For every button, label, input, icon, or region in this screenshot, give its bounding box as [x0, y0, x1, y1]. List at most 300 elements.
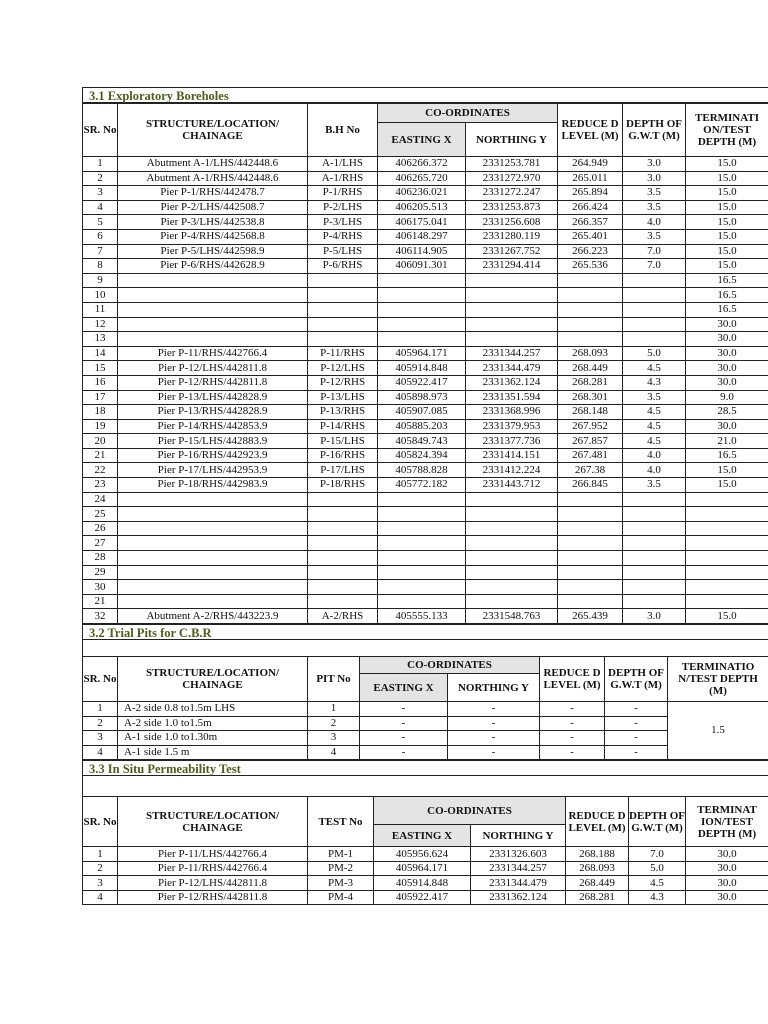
- table-cell: 30: [83, 580, 118, 595]
- table-cell: [378, 594, 466, 609]
- table-row: [83, 390, 768, 405]
- table-cell: 30.0: [686, 317, 768, 332]
- table-cell: 2331379.953: [466, 419, 558, 434]
- table-cell: 15.0: [686, 200, 768, 215]
- table-cell: -: [605, 702, 668, 717]
- table-cell: [558, 507, 623, 522]
- permeability-body: [83, 847, 768, 905]
- table-row: [83, 565, 768, 580]
- table-row: [83, 448, 768, 463]
- table-cell: 14: [83, 346, 118, 361]
- table-cell: [623, 273, 686, 288]
- table-cell: [378, 273, 466, 288]
- table-cell: -: [540, 731, 605, 746]
- table-cell: [686, 551, 768, 566]
- table-cell: 21: [83, 448, 118, 463]
- header-reduced-level: REDUCE D LEVEL (M): [566, 797, 629, 847]
- table-cell: 2: [83, 861, 118, 876]
- table-cell: 5.0: [629, 861, 686, 876]
- table-cell: 1: [83, 847, 118, 862]
- table-cell: 30.0: [686, 375, 768, 390]
- table-cell: [686, 521, 768, 536]
- table-cell: 3.0: [623, 171, 686, 186]
- table-cell: [466, 288, 558, 303]
- table-cell: P-3/LHS: [308, 215, 378, 230]
- table-cell: 3.5: [623, 229, 686, 244]
- table-cell: 2331344.257: [471, 861, 566, 876]
- table-cell: [118, 332, 308, 347]
- table-cell: 2331362.124: [466, 375, 558, 390]
- table-cell: [378, 580, 466, 595]
- table-cell: 8: [83, 259, 118, 274]
- table-row: [83, 215, 768, 230]
- table-row: [83, 492, 768, 507]
- table-cell: 405849.743: [378, 434, 466, 449]
- table-cell: -: [360, 731, 448, 746]
- table-cell: 15.0: [686, 463, 768, 478]
- table-cell: 2331344.479: [466, 361, 558, 376]
- table-cell: 2331548.763: [466, 609, 558, 624]
- table-cell: [558, 536, 623, 551]
- table-cell: 266.845: [558, 478, 623, 493]
- header-easting: EASTING X: [374, 825, 471, 847]
- table-cell: A-2/RHS: [308, 609, 378, 624]
- table-cell: Abutment A-1/RHS/442448.6: [118, 171, 308, 186]
- report-sheet: [82, 87, 768, 905]
- table-row: [83, 716, 768, 731]
- table-cell: 30.0: [686, 346, 768, 361]
- table-cell: -: [360, 745, 448, 760]
- table-cell: Abutment A-1/LHS/442448.6: [118, 157, 308, 172]
- table-cell: [558, 302, 623, 317]
- table-cell: 406148.297: [378, 229, 466, 244]
- table-cell: 7.0: [623, 259, 686, 274]
- header-structure: STRUCTURE/LOCATION/ CHAINAGE: [118, 104, 308, 157]
- table-cell: Pier P-13/LHS/442828.9: [118, 390, 308, 405]
- table-cell: P-17/LHS: [308, 463, 378, 478]
- table-cell: [623, 551, 686, 566]
- table-cell: 30.0: [686, 890, 768, 905]
- table-cell: [118, 521, 308, 536]
- table-cell: 267.481: [558, 448, 623, 463]
- table-cell: 15.0: [686, 244, 768, 259]
- trial-pits-table: [82, 656, 768, 760]
- table-cell: 6: [83, 229, 118, 244]
- table-cell: 3: [83, 186, 118, 201]
- table-cell: [118, 492, 308, 507]
- table-cell: 268.281: [566, 890, 629, 905]
- table-cell: [623, 536, 686, 551]
- table-row: [83, 861, 768, 876]
- header-structure: STRUCTURE/LOCATION/ CHAINAGE: [118, 657, 308, 702]
- table-cell: P-4/RHS: [308, 229, 378, 244]
- table-cell: P-1/RHS: [308, 186, 378, 201]
- table-cell: 267.857: [558, 434, 623, 449]
- table-cell: [466, 565, 558, 580]
- table-cell: 21.0: [686, 434, 768, 449]
- table-cell: [378, 507, 466, 522]
- table-cell: Pier P-4/RHS/442568.8: [118, 229, 308, 244]
- table-cell: Pier P-14/RHS/442853.9: [118, 419, 308, 434]
- table-cell: 2: [83, 716, 118, 731]
- table-row: [83, 731, 768, 746]
- table-cell: Abutment A-2/RHS/443223.9: [118, 609, 308, 624]
- table-cell: [558, 317, 623, 332]
- table-cell: -: [605, 731, 668, 746]
- table-cell: [558, 551, 623, 566]
- table-cell: 2331267.752: [466, 244, 558, 259]
- header-northing: NORTHING Y: [471, 825, 566, 847]
- table-cell: [466, 332, 558, 347]
- table-cell: A-2 side 1.0 to1.5m: [118, 716, 308, 731]
- table-cell: P-16/RHS: [308, 448, 378, 463]
- table-cell: 405956.624: [374, 847, 471, 862]
- table-cell: [686, 594, 768, 609]
- table-cell: Pier P-11/RHS/442766.4: [118, 861, 308, 876]
- table-cell: -: [540, 745, 605, 760]
- table-cell: 268.093: [566, 861, 629, 876]
- table-row: [83, 171, 768, 186]
- table-cell: -: [540, 702, 605, 717]
- table-row: [83, 346, 768, 361]
- table-cell: [308, 302, 378, 317]
- table-cell: 7.0: [623, 244, 686, 259]
- termination-depth-merged-cell: 1.5: [668, 702, 768, 760]
- table-cell: -: [448, 716, 540, 731]
- table-cell: 15.0: [686, 478, 768, 493]
- table-cell: [118, 565, 308, 580]
- table-cell: 4: [83, 745, 118, 760]
- table-cell: 267.38: [558, 463, 623, 478]
- table-row: [83, 288, 768, 303]
- table-cell: 2331362.124: [471, 890, 566, 905]
- table-cell: 22: [83, 463, 118, 478]
- table-cell: Pier P-12/LHS/442811.8: [118, 361, 308, 376]
- table-cell: Pier P-18/RHS/442983.9: [118, 478, 308, 493]
- table-cell: 29: [83, 565, 118, 580]
- table-cell: Pier P-12/LHS/442811.8: [118, 876, 308, 891]
- table-row: [83, 890, 768, 905]
- table-cell: [466, 273, 558, 288]
- spacer: [82, 776, 768, 796]
- table-cell: 15.0: [686, 157, 768, 172]
- table-cell: 18: [83, 405, 118, 420]
- table-cell: [378, 536, 466, 551]
- table-cell: [308, 521, 378, 536]
- section-title-boreholes: 3.1 Exploratory Boreholes: [82, 87, 768, 103]
- table-cell: [118, 580, 308, 595]
- table-cell: P-12/RHS: [308, 375, 378, 390]
- table-cell: P-13/RHS: [308, 405, 378, 420]
- table-cell: 4: [308, 745, 360, 760]
- table-cell: [558, 492, 623, 507]
- table-row: [83, 507, 768, 522]
- table-cell: [466, 507, 558, 522]
- table-cell: 3.5: [623, 390, 686, 405]
- table-cell: 405898.973: [378, 390, 466, 405]
- table-cell: Pier P-16/RHS/442923.9: [118, 448, 308, 463]
- table-cell: [378, 521, 466, 536]
- table-cell: Pier P-6/RHS/442628.9: [118, 259, 308, 274]
- table-cell: 1: [308, 702, 360, 717]
- table-cell: 3.5: [623, 200, 686, 215]
- table-row: [83, 244, 768, 259]
- table-cell: P-14/RHS: [308, 419, 378, 434]
- table-cell: 5: [83, 215, 118, 230]
- table-cell: 4: [83, 890, 118, 905]
- table-cell: [118, 288, 308, 303]
- table-row: [83, 580, 768, 595]
- table-cell: [623, 288, 686, 303]
- table-cell: 2331368.996: [466, 405, 558, 420]
- table-cell: 13: [83, 332, 118, 347]
- table-cell: 11: [83, 302, 118, 317]
- header-northing: NORTHING Y: [466, 123, 558, 157]
- table-cell: [308, 565, 378, 580]
- trial-pits-body: [83, 702, 768, 760]
- table-cell: [623, 302, 686, 317]
- table-cell: 15.0: [686, 229, 768, 244]
- table-cell: [623, 594, 686, 609]
- table-cell: P-13/LHS: [308, 390, 378, 405]
- table-cell: Pier P-13/RHS/442828.9: [118, 405, 308, 420]
- table-cell: 17: [83, 390, 118, 405]
- table-cell: 16.5: [686, 448, 768, 463]
- table-cell: [623, 521, 686, 536]
- table-cell: 2: [83, 171, 118, 186]
- table-cell: 4.0: [623, 215, 686, 230]
- table-cell: 10: [83, 288, 118, 303]
- header-structure: STRUCTURE/LOCATION/ CHAINAGE: [118, 797, 308, 847]
- table-cell: 2331280.119: [466, 229, 558, 244]
- table-cell: [558, 565, 623, 580]
- table-cell: 5.0: [623, 346, 686, 361]
- table-cell: [308, 594, 378, 609]
- table-cell: A-1/LHS: [308, 157, 378, 172]
- table-cell: 3: [83, 876, 118, 891]
- header-depth-gwt: DEPTH OF G.W.T (M): [629, 797, 686, 847]
- table-cell: -: [448, 745, 540, 760]
- table-cell: 405922.417: [374, 890, 471, 905]
- table-cell: 15.0: [686, 186, 768, 201]
- table-row: [83, 609, 768, 624]
- table-cell: 4.5: [623, 434, 686, 449]
- table-cell: 15.0: [686, 171, 768, 186]
- table-row: [83, 521, 768, 536]
- table-cell: 1: [83, 702, 118, 717]
- table-cell: 2331272.247: [466, 186, 558, 201]
- table-cell: 30.0: [686, 861, 768, 876]
- table-cell: [118, 551, 308, 566]
- table-cell: 405772.182: [378, 478, 466, 493]
- table-cell: [686, 507, 768, 522]
- table-cell: [623, 332, 686, 347]
- table-cell: A-1 side 1.5 m: [118, 745, 308, 760]
- table-cell: 2331294.414: [466, 259, 558, 274]
- table-cell: 2331253.781: [466, 157, 558, 172]
- table-cell: 265.011: [558, 171, 623, 186]
- header-depth-gwt: DEPTH OF G.W.T (M): [605, 657, 668, 702]
- table-cell: 15.0: [686, 259, 768, 274]
- table-cell: 405788.828: [378, 463, 466, 478]
- table-cell: Pier P-11/RHS/442766.4: [118, 346, 308, 361]
- table-cell: PM-3: [308, 876, 374, 891]
- table-cell: 1: [83, 157, 118, 172]
- table-cell: 268.281: [558, 375, 623, 390]
- table-cell: 264.949: [558, 157, 623, 172]
- table-cell: 4.5: [623, 361, 686, 376]
- table-cell: 268.449: [558, 361, 623, 376]
- table-cell: 406265.720: [378, 171, 466, 186]
- table-cell: [623, 507, 686, 522]
- table-row: [83, 478, 768, 493]
- spacer: [82, 640, 768, 656]
- table-cell: Pier P-2/LHS/442508.7: [118, 200, 308, 215]
- table-row: [83, 463, 768, 478]
- table-cell: Pier P-5/LHS/442598.9: [118, 244, 308, 259]
- header-sr: SR. No: [83, 797, 118, 847]
- table-row: [83, 536, 768, 551]
- table-cell: 26: [83, 521, 118, 536]
- table-cell: 15.0: [686, 609, 768, 624]
- table-row: [83, 200, 768, 215]
- table-cell: [378, 288, 466, 303]
- table-cell: PM-2: [308, 861, 374, 876]
- table-cell: 3.0: [623, 157, 686, 172]
- table-cell: -: [540, 716, 605, 731]
- header-pit: PIT No: [308, 657, 360, 702]
- table-cell: 12: [83, 317, 118, 332]
- table-cell: 405824.394: [378, 448, 466, 463]
- table-cell: [308, 492, 378, 507]
- header-test: TEST No: [308, 797, 374, 847]
- table-cell: 406175.041: [378, 215, 466, 230]
- table-cell: 2331344.479: [471, 876, 566, 891]
- table-cell: [118, 536, 308, 551]
- table-cell: 268.449: [566, 876, 629, 891]
- table-cell: 268.188: [566, 847, 629, 862]
- table-cell: [686, 565, 768, 580]
- table-cell: [686, 580, 768, 595]
- table-cell: 3: [83, 731, 118, 746]
- table-cell: 3.5: [623, 186, 686, 201]
- table-cell: -: [448, 702, 540, 717]
- table-cell: A-2 side 0.8 to1.5m LHS: [118, 702, 308, 717]
- header-easting: EASTING X: [360, 674, 448, 702]
- table-cell: 30.0: [686, 361, 768, 376]
- table-cell: P-15/LHS: [308, 434, 378, 449]
- table-cell: 7: [83, 244, 118, 259]
- table-cell: 15: [83, 361, 118, 376]
- table-cell: [308, 551, 378, 566]
- table-cell: 2331443.712: [466, 478, 558, 493]
- table-cell: 406266.372: [378, 157, 466, 172]
- table-cell: Pier P-15/LHS/442883.9: [118, 434, 308, 449]
- table-cell: 268.148: [558, 405, 623, 420]
- table-cell: Pier P-12/RHS/442811.8: [118, 375, 308, 390]
- table-cell: 2331272.970: [466, 171, 558, 186]
- header-coordinates: CO-ORDINATES: [360, 657, 540, 674]
- header-reduced-level: REDUCE D LEVEL (M): [558, 104, 623, 157]
- table-cell: [558, 288, 623, 303]
- table-cell: [378, 492, 466, 507]
- header-coordinates: CO-ORDINATES: [374, 797, 566, 825]
- table-row: [83, 157, 768, 172]
- table-cell: 405964.171: [378, 346, 466, 361]
- table-cell: 268.301: [558, 390, 623, 405]
- table-cell: 20: [83, 434, 118, 449]
- table-cell: 25: [83, 507, 118, 522]
- table-row: [83, 419, 768, 434]
- table-cell: [378, 565, 466, 580]
- boreholes-table: [82, 103, 768, 624]
- table-cell: [558, 521, 623, 536]
- table-cell: 3: [308, 731, 360, 746]
- table-cell: 2331253.873: [466, 200, 558, 215]
- table-cell: 405922.417: [378, 375, 466, 390]
- table-cell: 16: [83, 375, 118, 390]
- table-cell: 16.5: [686, 288, 768, 303]
- table-cell: 266.223: [558, 244, 623, 259]
- table-cell: 7.0: [629, 847, 686, 862]
- table-cell: [558, 332, 623, 347]
- table-cell: Pier P-12/RHS/442811.8: [118, 890, 308, 905]
- table-cell: [118, 317, 308, 332]
- table-cell: [466, 492, 558, 507]
- table-cell: -: [605, 745, 668, 760]
- table-cell: 265.894: [558, 186, 623, 201]
- table-cell: 23: [83, 478, 118, 493]
- table-cell: 406236.021: [378, 186, 466, 201]
- table-cell: -: [448, 731, 540, 746]
- table-cell: [378, 317, 466, 332]
- table-cell: [308, 536, 378, 551]
- header-reduced-level: REDUCE D LEVEL (M): [540, 657, 605, 702]
- header-termination: TERMINATI ON/TEST DEPTH (M): [686, 104, 768, 157]
- header-bh: B.H No: [308, 104, 378, 157]
- table-cell: [466, 551, 558, 566]
- table-row: [83, 375, 768, 390]
- header-termination: TERMINATIO N/TEST DEPTH (M): [668, 657, 768, 702]
- table-cell: 2331351.594: [466, 390, 558, 405]
- table-row: [83, 186, 768, 201]
- table-cell: P-5/LHS: [308, 244, 378, 259]
- table-cell: [308, 332, 378, 347]
- table-cell: 9: [83, 273, 118, 288]
- table-cell: [118, 302, 308, 317]
- table-cell: 265.401: [558, 229, 623, 244]
- table-row: [83, 332, 768, 347]
- table-row: [83, 434, 768, 449]
- header-northing: NORTHING Y: [448, 674, 540, 702]
- table-cell: [623, 565, 686, 580]
- table-cell: [308, 273, 378, 288]
- table-cell: P-2/LHS: [308, 200, 378, 215]
- table-cell: P-11/RHS: [308, 346, 378, 361]
- table-cell: Pier P-17/LHS/442953.9: [118, 463, 308, 478]
- table-cell: [378, 302, 466, 317]
- table-cell: 405885.203: [378, 419, 466, 434]
- table-cell: -: [360, 716, 448, 731]
- table-cell: 405555.133: [378, 609, 466, 624]
- table-cell: 30.0: [686, 419, 768, 434]
- table-cell: Pier P-11/LHS/442766.4: [118, 847, 308, 862]
- table-cell: 4.3: [623, 375, 686, 390]
- table-row: [83, 876, 768, 891]
- section-title-permeability: 3.3 In Situ Permeability Test: [82, 760, 768, 776]
- table-row: [83, 259, 768, 274]
- header-coordinates: CO-ORDINATES: [378, 104, 558, 123]
